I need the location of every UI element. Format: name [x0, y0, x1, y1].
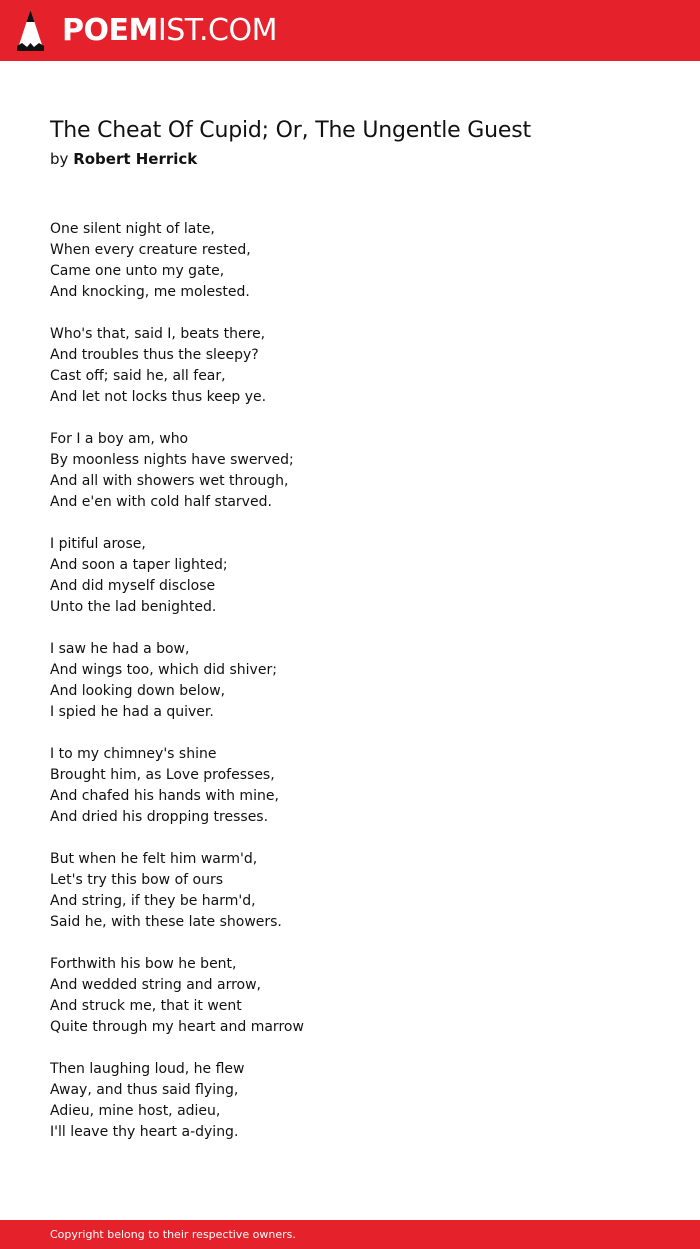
poem-line: And let not locks thus keep ye.	[50, 389, 267, 405]
poem-byline	[50, 148, 650, 170]
poem-line: And wedded string and arrow,	[50, 977, 262, 993]
poem-line: By moonless nights have swerved;	[50, 452, 294, 468]
poem-line: Then laughing loud, he flew	[50, 1061, 245, 1077]
poem-author: Robert Herrick	[73, 150, 198, 168]
poem-line: Who's that, said I, beats there,	[50, 326, 266, 342]
stanza	[50, 324, 650, 408]
poem-line: Unto the lad benighted.	[50, 599, 217, 615]
poem-line: I to my chimney's shine	[50, 746, 217, 762]
poem-line: And soon a taper lighted;	[50, 557, 228, 573]
poem-line: Cast off; said he, all fear,	[50, 368, 226, 384]
stanza	[50, 954, 650, 1038]
poem-title: The Cheat Of Cupid; Or, The Ungentle Guest	[50, 118, 531, 143]
stanza	[50, 219, 650, 303]
poem-line: For I a boy am, who	[50, 431, 189, 447]
site-footer	[0, 1220, 700, 1249]
poem-line: And did myself disclose	[50, 578, 216, 594]
poem-line: And dried his dropping tresses.	[50, 809, 269, 825]
pencil-tip-icon[interactable]	[17, 10, 44, 51]
copyright-text: Copyright belong to their respective owners.	[50, 1228, 296, 1241]
poem-line: Let's try this bow of ours	[50, 872, 224, 888]
poem-line: One silent night of late,	[50, 221, 215, 237]
poem-line: Adieu, mine host, adieu,	[50, 1103, 221, 1119]
poem-line: I pitiful arose,	[50, 536, 146, 552]
poem-line: And struck me, that it went	[50, 998, 242, 1014]
poem-line: Forthwith his bow he bent,	[50, 956, 237, 972]
poem-body	[50, 219, 650, 1143]
poem-line: And all with showers wet through,	[50, 473, 289, 489]
poem-line: And knocking, me molested.	[50, 284, 250, 300]
poem-line: And wings too, which did shiver;	[50, 662, 277, 678]
poem-line: And e'en with cold half starved.	[50, 494, 272, 510]
site-header	[0, 0, 700, 61]
brand-light-text: IST.COM	[157, 13, 277, 48]
poem-line: When every creature rested,	[50, 242, 251, 258]
poem-line: But when he felt him warm'd,	[50, 851, 258, 867]
poem-line: Came one unto my gate,	[50, 263, 225, 279]
poem-line: And troubles thus the sleepy?	[50, 347, 259, 363]
poem-line: Brought him, as Love professes,	[50, 767, 275, 783]
poem-line: Said he, with these late showers.	[50, 914, 282, 930]
poem-line: I'll leave thy heart a-dying.	[50, 1124, 239, 1140]
poem-line: And string, if they be harm'd,	[50, 893, 256, 909]
poem-line: And looking down below,	[50, 683, 226, 699]
poem-line: And chafed his hands with mine,	[50, 788, 279, 804]
poem-line: Quite through my heart and marrow	[50, 1019, 304, 1035]
by-label: by	[50, 150, 69, 168]
stanza	[50, 849, 650, 933]
stanza	[50, 744, 650, 828]
poem-line: I spied he had a quiver.	[50, 704, 214, 720]
stanza	[50, 429, 650, 513]
poem-line: Away, and thus said flying,	[50, 1082, 239, 1098]
poem-line: I saw he had a bow,	[50, 641, 190, 657]
stanza	[50, 639, 650, 723]
brand-bold-text: POEM	[62, 13, 158, 48]
stanza	[50, 1059, 650, 1143]
poem-content	[50, 116, 650, 1164]
site-logo-link[interactable]	[62, 13, 277, 49]
stanza	[50, 534, 650, 618]
